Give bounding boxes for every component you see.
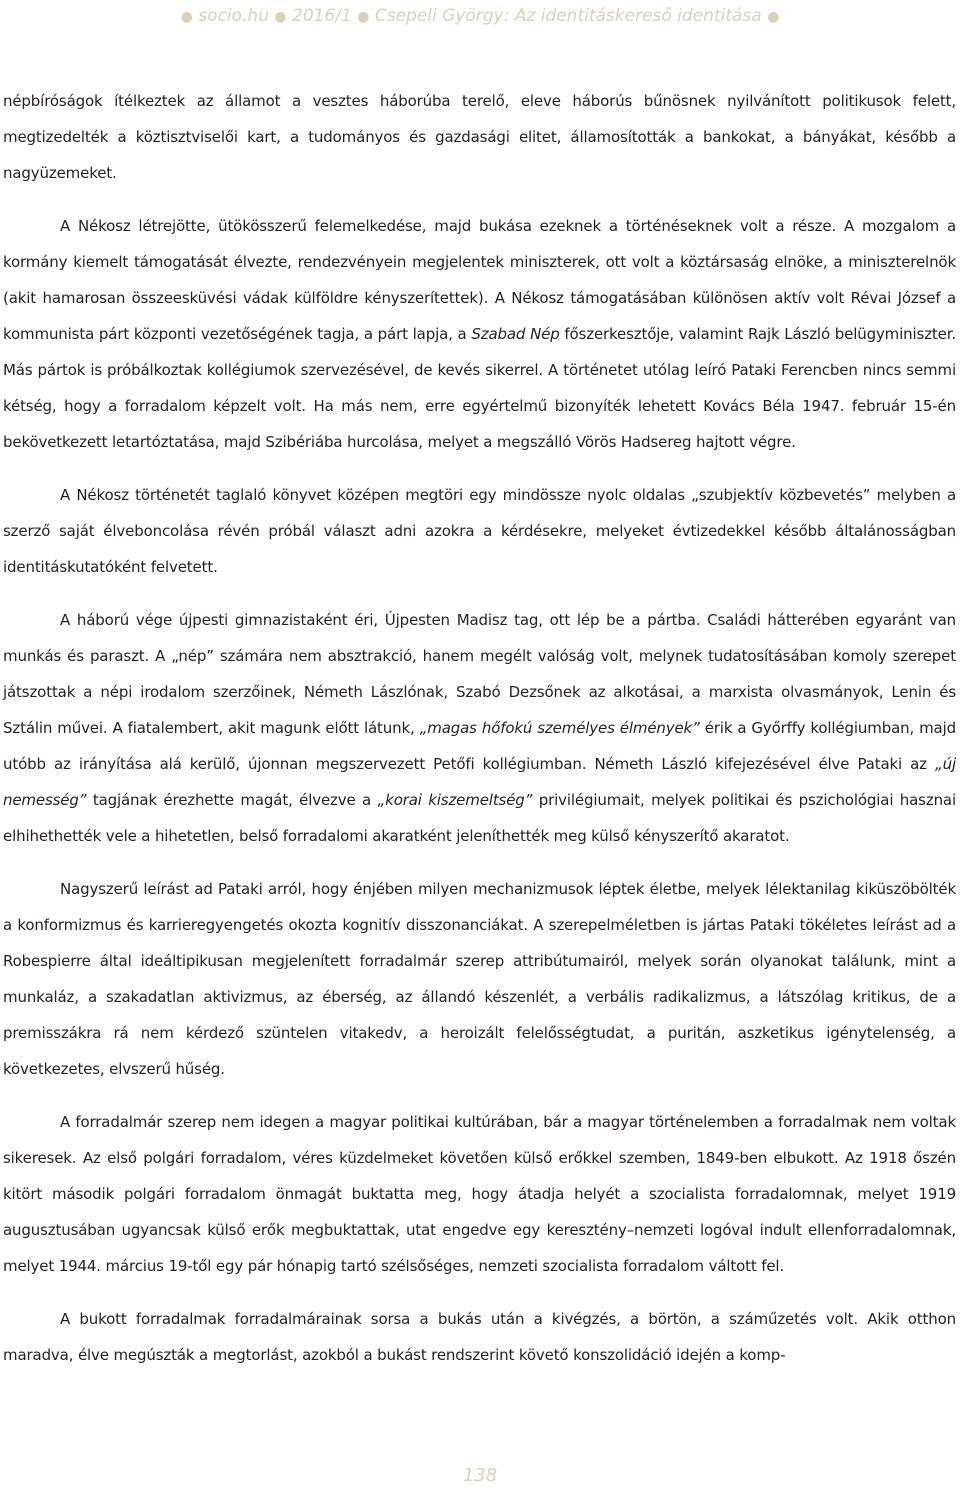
paragraph-1: népbíróságok ítélkeztek az államot a vesztes háborúba terelő, eleve háborús bűnösnek nyilvánított politikusok felett, megtizedelték a köztisztviselői kart, a tudományos és gazdasági elitet, államosították a bankokat, a bányákat, később a nagyüzemeket. (3, 92, 956, 182)
paragraph-7: A bukott forradalmak forradalmárainak sorsa a bukás után a kivégzés, a börtön, a száműzetés volt. Akik otthon maradva, élve megúszták a megtorlást, azokból a bukást rendszerint követő konszolidáció idején a komp- (3, 1310, 956, 1364)
paragraph-4-part-c: tagjának érezhette magát, élvezve a (86, 791, 378, 809)
emphasis-quote-2: „új nemesség” (3, 755, 956, 809)
emphasis-quote-3: „korai kiszemeltség” (377, 791, 533, 809)
header-site: socio.hu (198, 6, 269, 26)
paragraph-4-part-b: érik a Győrffy kollégiumban, majd utóbb az irányítása alá kerülő, újonnan megszervezett Petőfi kollégiumban. Németh László kifejezésével élve Pataki az (3, 719, 956, 773)
paragraph-4-part-d: privilégiumait, melyek politikai és pszichológiai hasznai elhihethették vele a hihetetlen, belső forradalomi akaratként jeleníthették meg külső kényszerítő akaratot. (3, 791, 956, 845)
header-issue: 2016/1 (292, 6, 352, 26)
bullet-dot-icon: ● (357, 9, 370, 25)
bullet-dot-icon: ● (274, 9, 287, 25)
article-body (3, 83, 956, 1373)
page-number: 138 (462, 1465, 498, 1486)
paragraph-2-part-a: A Nékosz létrejötte, ütökösszerű felemelkedése, majd bukása ezeknek a történéseknek volt a része. A mozgalom a kormány kiemelt támogatását élvezte, rendezvényein megjelentek miniszterek, ott volt a köztársaság elnöke, a miniszterelnök (akit hamarosan összeesküvési vádak külföldre kényszerítettek). A Nékosz támogatásában különösen aktív volt Révai József a kommunista párt központi vezetőségének tagja, a párt lapja, a (3, 217, 956, 343)
running-header (0, 2, 960, 31)
paragraph-4-part-a: A háború vége újpesti gimnazistaként éri, Újpesten Madisz tag, ott lép be a pártba. Családi hátterében egyaránt van munkás és paraszt. A „nép” számára nem absztrakció, hanem megélt valóság volt, melynek tudatosításában komoly szerepet játszottak a népi irodalom szerzőinek, Németh Lászlónak, Szabó Dezsőnek az alkotásai, a marxista olvasmányok, Lenin és Sztálin művei. A fiatalembert, akit magunk előtt látunk, (3, 611, 956, 737)
paragraph-4 (3, 602, 956, 854)
newspaper-title: Szabad Nép (471, 325, 560, 343)
paragraph-5: Nagyszerű leírást ad Pataki arról, hogy énjében milyen mechanizmusok léptek életbe, melyek lélektanilag kiküszöbölték a konformizmus és karrieregyengetés okozta kognitív disszonanciákat. A szerepelméletben is jártas Pataki tökéletes leírást ad a Robespierre által ideáltipikusan megjelenített forradalmár szerep attribútumairól, melyek során olyanokat találunk, mint a munkaláz, a szakadatlan aktivizmus, az éberség, az állandó készenlét, a verbális radikalizmus, a látszólag kritikus, de a premisszákra rá nem kérdező szüntelen vitakedv, a heroizált felelősségtudat, a puritán, aszketikus igénytelenség, a következetes, elvszerű hűség. (3, 880, 956, 1078)
bullet-dot-icon: ● (180, 9, 193, 25)
paragraph-3: A Nékosz történetét taglaló könyvet középen megtöri egy mindössze nyolc oldalas „szubjektív közbevetés” melyben a szerző saját élveboncolása révén próbál választ adni azokra a kérdésekre, melyeket évtizedekkel később általánosságban identitáskutatóként felvetett. (3, 486, 956, 576)
paragraph-2 (3, 208, 956, 460)
paragraph-6: A forradalmár szerep nem idegen a magyar politikai kultúrában, bár a magyar történelemben a forradalmak nem voltak sikeresek. Az első polgári forradalom, véres küzdelmeket követően külső erőkkel szemben, 1849-ben elbukott. Az 1918 őszén kitört második polgári forradalom önmagát buktatta meg, hogy átadja helyét a szocialista forradalomnak, melyet 1919 augusztusában ugyancsak külső erők megbuktattak, utat engedve egy keresztény–nemzeti logóval indult ellenforradalomnak, melyet 1944. március 19-től egy pár hónapig tartó szélsőséges, nemzeti szocialista forradalom váltott fel. (3, 1113, 956, 1275)
paragraph-2-part-b: főszerkesztője, valamint Rajk László belügyminiszter. Más pártok is próbálkoztak kollégiumok szervezésével, de kevés sikerrel. A történetet utólag leíró Pataki Ferencben nincs semmi kétség, hogy a forradalom képzelt volt. Ha más nem, erre egyértelmű bizonyíték lehetett Kovács Béla 1947. február 15-én bekövetkezett letartóztatása, majd Szibériába hurcolása, melyet a megszálló Vörös Hadsereg hajtott végre. (3, 325, 956, 451)
emphasis-quote-1: „magas hőfokú személyes élmények” (419, 719, 700, 737)
bullet-dot-icon: ● (767, 9, 780, 25)
header-title: Csepeli György: Az identitáskereső identitása (374, 6, 762, 26)
